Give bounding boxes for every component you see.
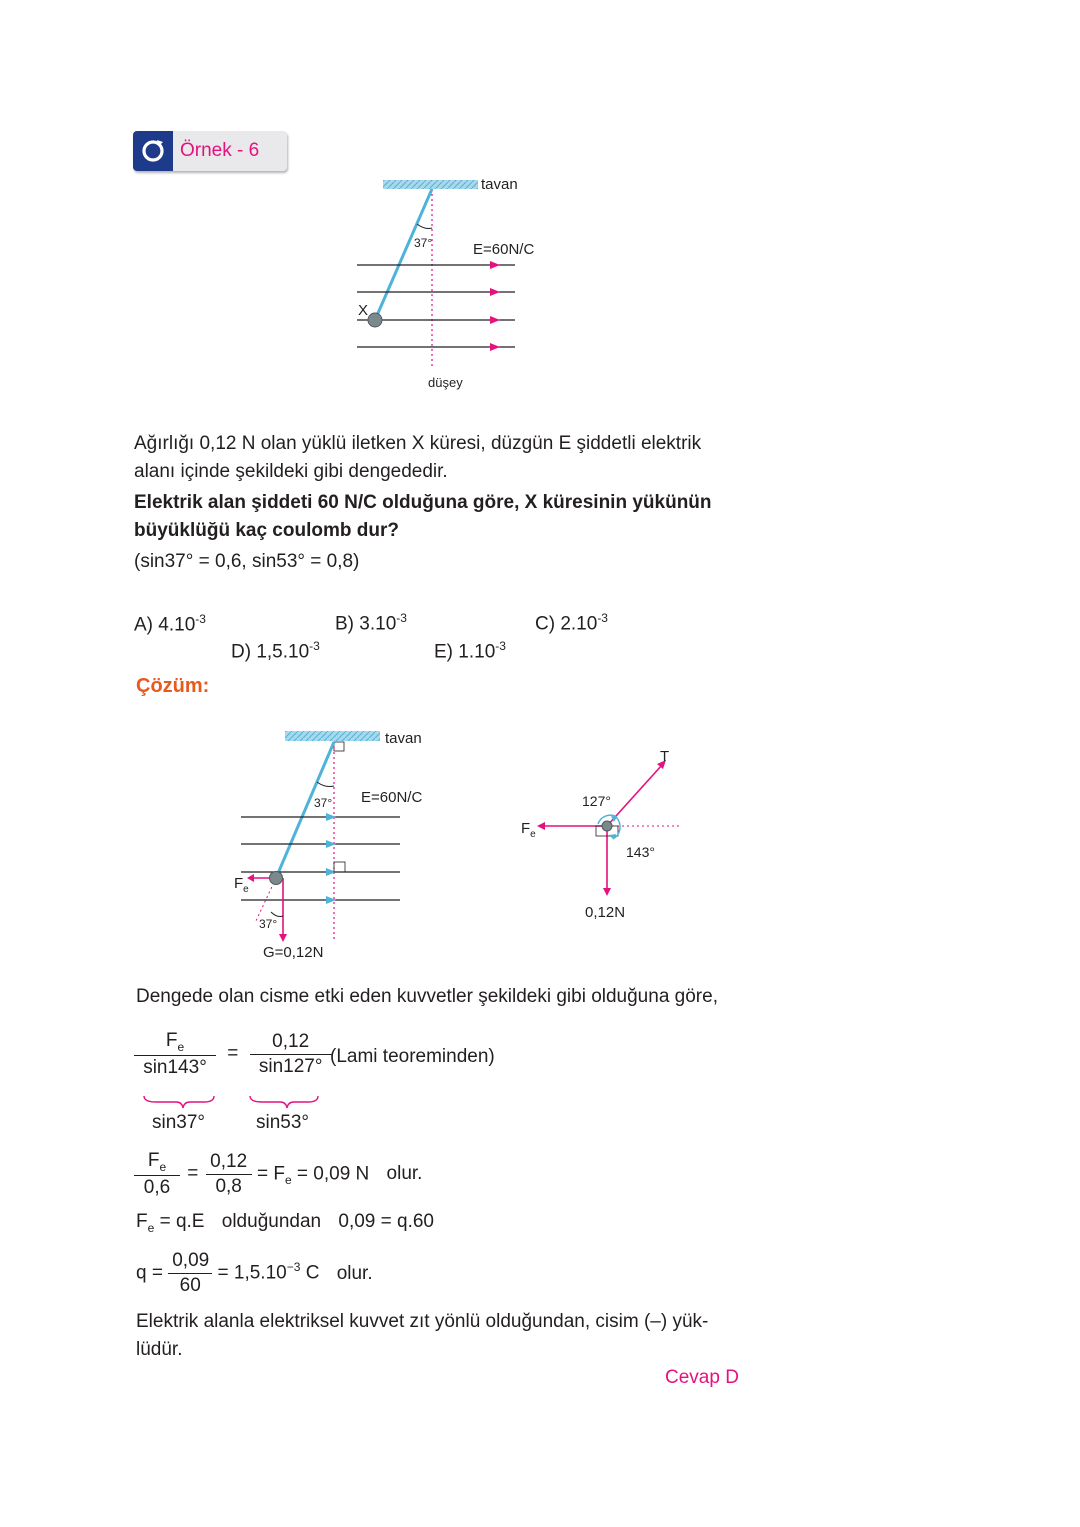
- brace-marks: [140, 1092, 330, 1112]
- force-fe-head: [537, 822, 545, 830]
- ceiling-label: tavan: [385, 730, 422, 747]
- step2-equation: $\frac{F_e}{0,6}$ = $\frac{0,12}{0,8}$ = $F_e = 0,09$ N olur.: [134, 1150, 422, 1199]
- question-ask-1: Elektrik alan şiddeti 60 N/C olduğuna göre, X küresinin yükünün: [134, 492, 712, 513]
- weight-arrow-head: [603, 888, 611, 896]
- question-intro-2: alanı içinde şekildeki gibi dengededir.: [134, 461, 448, 482]
- conclusion-1: Elektrik alanla elektriksel kuvvet zıt yönlü olduğundan, cisim (–) yük-: [136, 1311, 709, 1332]
- option-d[interactable]: D) $1,5.10^{-3}$: [231, 639, 320, 663]
- lami-fraction-1: $\frac{F_e}{\sin 143^\circ}$: [134, 1030, 216, 1079]
- explanation-intro: Dengede olan cisme etki eden kuvvetler şekildeki gibi olduğuna göre,: [136, 986, 718, 1007]
- angle-lower-label: 143°: [626, 844, 655, 860]
- weight-label: 0,12N: [585, 904, 626, 921]
- step4-fraction: $\frac{0,09}{60}$: [168, 1250, 212, 1297]
- force-fe-head: [247, 874, 254, 882]
- tension-label: T: [660, 748, 670, 765]
- field-label: E=60N/C: [361, 789, 423, 806]
- question-intro-1: Ağırlığı 0,12 N olan yüklü iletken X küresi, düzgün E şiddetli elektrik: [134, 433, 702, 454]
- option-c[interactable]: C) $2.10^{-3}$: [535, 611, 608, 635]
- force-fe-label: $F_e$: [521, 820, 536, 840]
- lami-fraction-2: $\frac{0,12}{\sin 127^\circ}$: [250, 1031, 332, 1078]
- angle-arc: [417, 224, 432, 229]
- option-e[interactable]: E) $1.10^{-3}$: [434, 639, 506, 663]
- angle-top-label: 37°: [314, 796, 333, 810]
- example-badge-icon: [133, 131, 173, 171]
- ceiling: [285, 731, 380, 741]
- angle-upper-label: 127°: [582, 793, 611, 809]
- figure-pendulum-question: [340, 170, 570, 400]
- weight-arrow-head: [279, 934, 287, 942]
- question-given: (sin37° = 0,6, sin53° = 0,8): [134, 551, 360, 572]
- ceiling: [383, 180, 478, 189]
- option-a[interactable]: A) $4.10^{-3}$: [134, 612, 206, 636]
- lami-equation: $\frac{F_e}{\sin 143^\circ}$ = $\frac{0,12}{\sin 127^\circ}$: [134, 1030, 332, 1079]
- ball: [602, 821, 612, 831]
- step2-fraction-2: $\frac{0,12}{0,8}$: [206, 1151, 252, 1198]
- angle-bottom-label: 37°: [259, 917, 278, 931]
- example-label: Örnek - 6: [180, 140, 260, 161]
- brace-label-1: sin37°: [152, 1112, 206, 1133]
- solution-heading: Çözüm:: [136, 675, 210, 697]
- ball-x: [368, 313, 382, 327]
- brace-label-2: sin53°: [256, 1112, 310, 1133]
- rope: [375, 189, 432, 320]
- ball-label: X: [358, 302, 369, 319]
- option-b[interactable]: B) $3.10^{-3}$: [335, 611, 407, 635]
- angle-arc-bottom: [271, 912, 283, 917]
- step3-equation: $F_e = q.E$ olduğundan 0,09 = q.60: [136, 1211, 434, 1235]
- right-angle-mark-2: [334, 862, 345, 872]
- figure-pendulum-solution: [225, 720, 445, 970]
- right-angle-mark: [334, 742, 344, 751]
- angle-arc: [317, 782, 334, 787]
- rope: [276, 742, 334, 878]
- conclusion-2: lüdür.: [136, 1339, 183, 1360]
- angle-label: 37°: [414, 236, 433, 250]
- ball: [270, 872, 283, 885]
- field-label: E=60N/C: [473, 241, 535, 258]
- question-ask-2: büyüklüğü kaç coulomb dur?: [134, 520, 399, 541]
- weight-label: G=0,12N: [263, 944, 324, 961]
- field-lines: [241, 813, 400, 904]
- ceiling-label: tavan: [481, 176, 518, 193]
- figure-force-diagram: [510, 740, 700, 930]
- step4-equation: q = $\frac{0,09}{60}$ = $1,5.10^{-3}$ C olur.: [136, 1250, 373, 1296]
- force-fe-label: $F_e$: [234, 875, 249, 895]
- vertical-label: düşey: [428, 375, 463, 390]
- answer-label: Cevap D: [665, 1367, 739, 1388]
- circle-arrow-icon: [133, 131, 173, 171]
- step2-fraction-1: $\frac{F_e}{0,6}$: [134, 1150, 180, 1199]
- lami-note: (Lami teoreminden): [330, 1046, 495, 1067]
